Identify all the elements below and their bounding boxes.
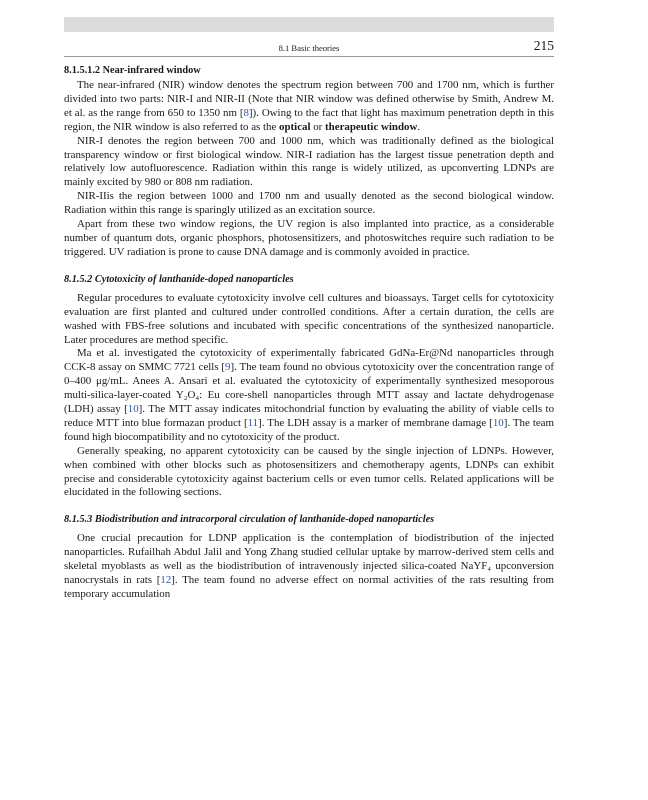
citation-link[interactable]: 9 [225,361,231,374]
running-head-section: 8.1 Basic theories [278,43,340,53]
paragraph: The near-infrared (NIR) window denotes the spectrum region between 700 and 1700 nm, which is further divided into two parts: NIR-I and NIR-II (Note that NIR window was defined otherwise by Smith, Andrew M. et al. as the range from 650 to 1350 nm [8]). Owing to the fact that light has maximum penetration depth in this region, the NIR window is also referred to as the optical or therapeutic window. [64,79,554,133]
paragraph: Generally speaking, no apparent cytotoxicity can be caused by the single injection of LDNPs. However, when combined with other blocks such as photosensitizers and chemotherapy agents, LDNPs can exhibit precise and considerable cytotoxicity against bacterium cells or even tumor cells. Related applications will be elucidated in the following sections. [64,444,554,499]
citation-link[interactable]: 10 [492,416,504,429]
citation-link[interactable]: 11 [247,416,259,429]
paragraph: Ma et al. investigated the cytotoxicity of experimentally fabricated GdNa-Er@Nd nanoparticles through CCK-8 assay on SMMC 7721 cells [9]. The team found no obvious cytotoxicity over the concentration range of 0–400 μg/mL. Anees A. Ansari et al. evaluated the cytotoxicity of experimentally synthesized mesoporous multi-silica-layer-coated Y₂O₄: Eu core-shell nanoparticles through MTT assay and lactate dehydrogenase (LDH) assay [10]. The MTT assay indicates mitochondrial function by evaluating the ability of viable cells to reduce MTT into blue formazan product [11]. The LDH assay is a marker of membrane damage [10]. The team found high biocompatibility and no cytotoxicity of the product. [64,347,555,443]
section-heading-cytotoxicity: 8.1.5.2 Cytotoxicity of lanthanide-doped nanoparticles [64,273,294,285]
page-number: 215 [533,38,554,53]
page-body [64,63,554,602]
paragraph: NIR-I denotes the region between 700 and 1000 nm, which was traditionally defined as the biological transparency window or first biological window. NIR-I radiation has the largest tissue penetration depth and relatively low autofluorescence. Radiation within this range is widely utilized, as upconverting LDNPs are mainly excited by 980 or 808 nm radiation. [64,134,554,189]
running-head [64,38,554,54]
section-heading-nir-window: 8.1.5.1.2 Near-infrared window [64,65,201,76]
citation-link[interactable]: 8 [243,106,249,119]
paragraph: One crucial precaution for LDNP application is the contemplation of biodistribution of the injected nanoparticles. Rufailhah Abdul Jalil and Yong Zhang studied cellular uptake by marrow-derived stem cells and skeletal myoblasts as well as the biodistribution of intravenously injected silica-coated NaYF₄ upconversion nanocrystals in rats [12]. The team found no adverse effect on normal activities of the rats resulting from temporary accumulation [64,532,554,600]
paragraph: Apart from these two window regions, the UV region is also implanted into practice, as a considerable number of quantum dots, organic phosphors, photosensitizers, and photoswitches require such radiation to be triggered. UV radiation is prone to cause DNA damage and is commonly avoided in practice. [64,218,554,258]
citation-link[interactable]: 12 [160,574,172,587]
bold-term: optical [279,120,311,133]
paragraph: NIR-IIis the region between 1000 and 1700 nm and usually denoted as the second biological window. Radiation within this range is sparingly utilized as an excitation source. [64,190,554,217]
paragraph: Regular procedures to evaluate cytotoxicity involve cell cultures and bioassays. Target cells for cytotoxicity evaluation are first planted and cultured under controlled conditions. After a certain duration, the cells are washed with FBS-free solutions and incubated with specific concentrations of the synthesized nanoparticle. Later procedures are method specific. [64,291,554,346]
section-heading-biodistribution: 8.1.5.3 Biodistribution and intracorporal circulation of lanthanide-doped nanoparticles [64,514,435,526]
header-rule [64,56,554,57]
bold-term: therapeutic window [325,120,418,133]
header-bar [64,17,554,32]
citation-link[interactable]: 10 [127,403,139,416]
